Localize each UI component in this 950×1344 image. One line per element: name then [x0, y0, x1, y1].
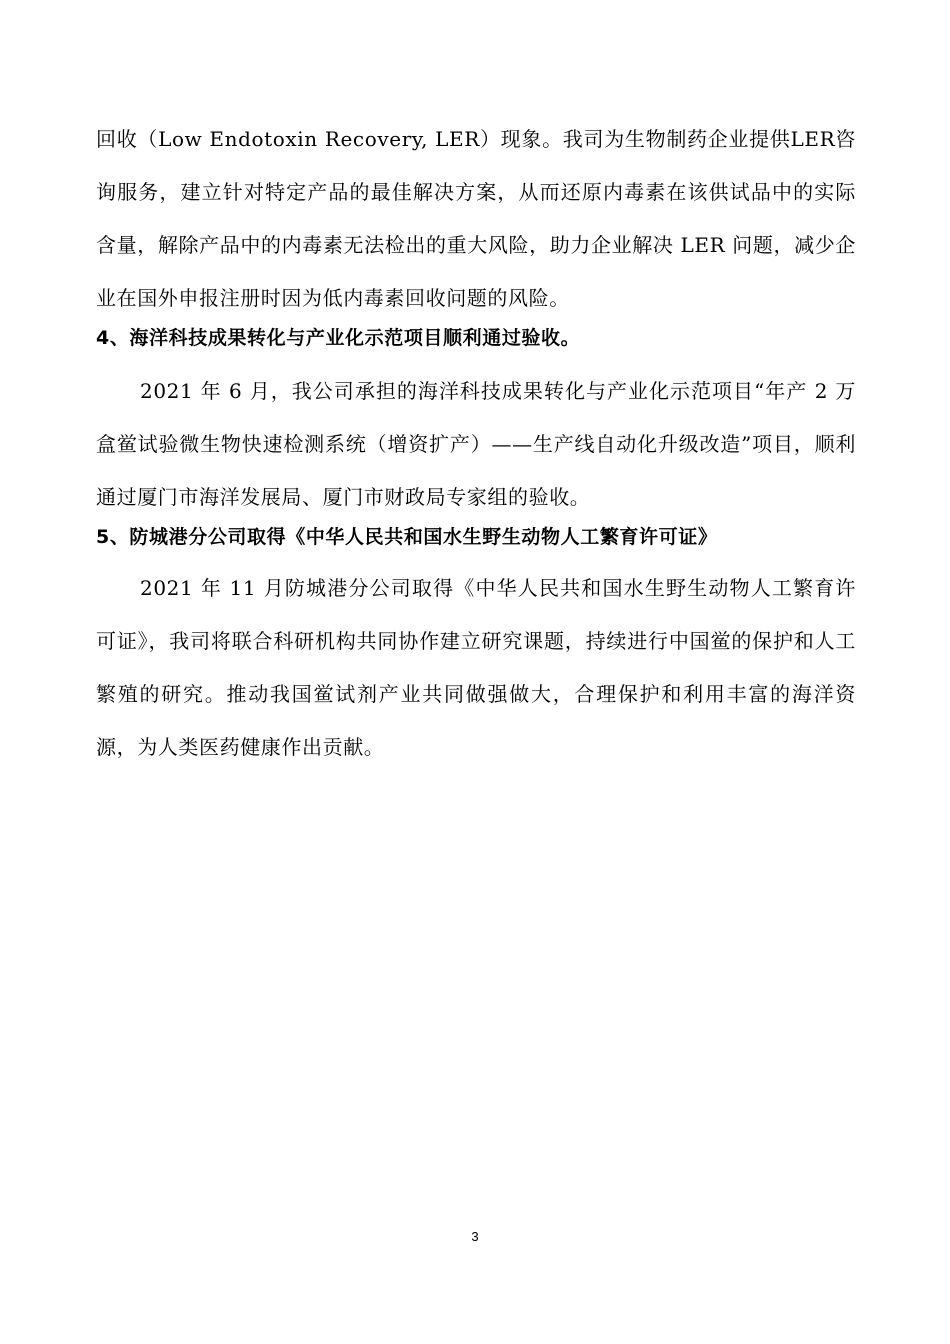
section-heading-5: 5、防城港分公司取得《中华人民共和国水生野生动物人工繁育许可证》	[96, 526, 718, 548]
section-heading-4: 4、海洋科技成果转化与产业化示范项目顺利通过验收。	[96, 327, 581, 349]
page-number: 3	[471, 1229, 479, 1244]
paragraph-ler-service: 回收（Low Endotoxin Recovery, LER）现象。我司为生物制药企业提供LER咨询服务，建立针对特定产品的最佳解决方案，从而还原内毒素在该供试品中的实际含量，解除产品中的内毒素无法检出的重大风险，助力企业解决 LER 问题，减少企业在国外申报注册时因为低内毒素回收问题的风险。	[96, 127, 856, 310]
paragraph-breeding-license: 2021 年 11 月防城港分公司取得《中华人民共和国水生野生动物人工繁育许可证》，我司将联合科研机构共同协作建立研究课题，持续进行中国鲎的保护和人工繁殖的研究。推动我国鲎试剂产业共同做强做大，合理保护和利用丰富的海洋资源，为人类医药健康作出贡献。	[96, 576, 856, 759]
paragraph-project-acceptance: 2021 年 6 月，我公司承担的海洋科技成果转化与产业化示范项目“年产 2 万盒鲎试验微生物快速检测系统（增资扩产）——生产线自动化升级改造”项目，顺利通过厦门市海洋发展局、厦门市财政局专家组的验收。	[96, 379, 856, 509]
